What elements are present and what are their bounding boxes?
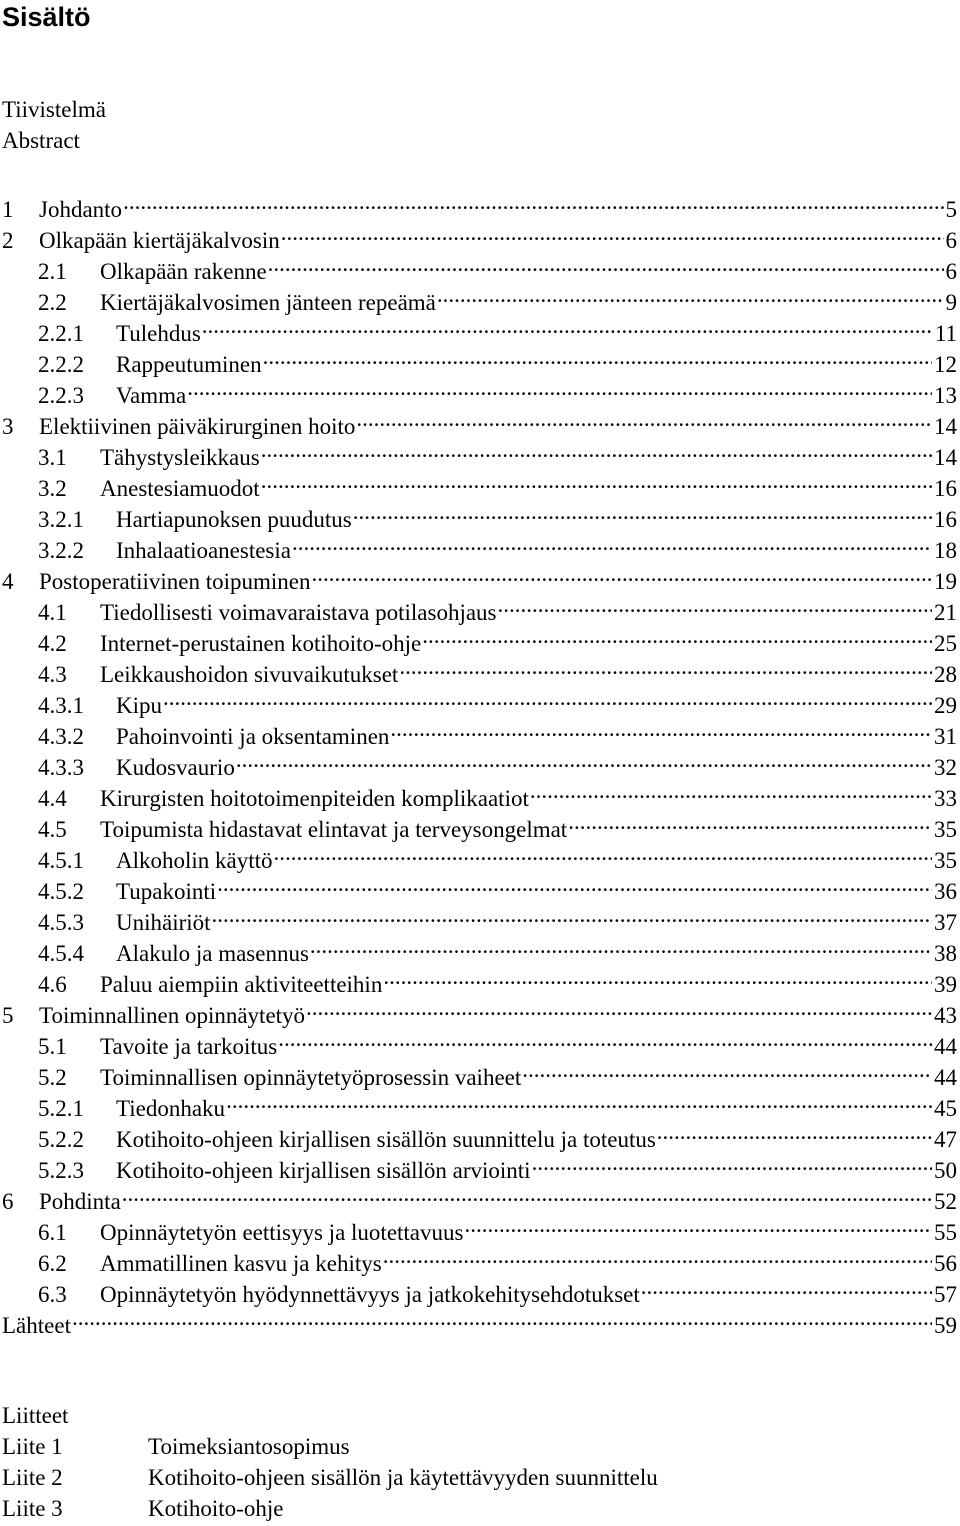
toc-dot-leader <box>121 1178 932 1209</box>
appendix-title: Toimeksiantosopimus <box>148 1434 350 1459</box>
appendix-label: Liite 2 <box>2 1465 63 1490</box>
toc-dot-leader <box>305 992 932 1023</box>
toc-dot-leader <box>201 310 933 341</box>
toc-entry-number: 2.2 <box>38 290 67 315</box>
toc-entry-title: Johdanto <box>39 197 123 222</box>
toc-entry-page: 19 <box>934 569 957 594</box>
toc-entry-page: 57 <box>934 1282 957 1307</box>
toc-entry-title: Tupakointi <box>116 879 217 904</box>
toc-entry-number: 4.3.3 <box>38 755 84 780</box>
toc-dot-leader <box>291 527 932 558</box>
toc-entry-number: 6.3 <box>38 1282 67 1307</box>
toc-dot-leader <box>521 1054 932 1085</box>
toc-dot-leader <box>531 1147 932 1178</box>
toc-entry-number: 6.2 <box>38 1251 67 1276</box>
toc-entry-title: Paluu aiempiin aktiviteetteihin <box>100 972 383 997</box>
toc-entry-page: 6 <box>945 228 957 253</box>
toc-entry-number: 3.2.2 <box>38 538 84 563</box>
toc-dot-leader <box>382 961 932 992</box>
toc-entry-page: 55 <box>934 1220 957 1245</box>
toc-entry-page: 13 <box>934 383 957 408</box>
toc-entry-page: 43 <box>934 1003 957 1028</box>
toc-dot-leader <box>162 682 932 713</box>
toc-entry-title: Rappeutuminen <box>116 352 262 377</box>
toc-entry-number: 4.5.2 <box>38 879 84 904</box>
toc-entry-title: Opinnäytetyön hyödynnettävyys ja jatkokehitysehdotukset <box>100 1282 640 1307</box>
toc-entry-title: Kotihoito-ohjeen kirjallisen sisällön arviointi <box>116 1158 531 1183</box>
toc-entry-number: 4.6 <box>38 972 67 997</box>
toc-entry-title: Vamma <box>116 383 187 408</box>
toc-dot-leader <box>355 403 932 434</box>
toc-entry-title: Tähystysleikkaus <box>100 445 260 470</box>
toc-dot-leader <box>211 899 932 930</box>
toc-dot-leader <box>277 1023 932 1054</box>
toc-entry-title: Leikkaushoidon sivuvaikutukset <box>100 662 399 687</box>
toc-entry-number: 4.3.1 <box>38 693 84 718</box>
toc-entry-number: 1 <box>2 197 14 222</box>
toc-entry-title: Olkapään rakenne <box>100 259 267 284</box>
toc-entry-title: Pohdinta <box>39 1189 121 1214</box>
toc-dot-leader <box>262 341 932 372</box>
toc-entry-number: 2.1 <box>38 259 67 284</box>
preface-item-tiivistelma[interactable]: Tiivistelmä <box>2 97 106 122</box>
toc-entry-title: Elektiivinen päiväkirurginen hoito <box>39 414 356 439</box>
toc-entry-number: 5.2 <box>38 1065 67 1090</box>
toc-entry-title: Anestesiamuodot <box>100 476 260 501</box>
toc-entry-page: 33 <box>934 786 957 811</box>
toc-dot-leader <box>71 1302 932 1333</box>
toc-entry-title: Kiertäjäkalvosimen jänteen repeämä <box>100 290 436 315</box>
toc-entry-page: 6 <box>945 259 957 284</box>
toc-dot-leader <box>421 620 932 651</box>
toc-entry-number: 4.5 <box>38 817 67 842</box>
toc-entry-title: Opinnäytetyön eettisyys ja luotettavuus <box>100 1220 464 1245</box>
toc-entry-title: Tulehdus <box>116 321 201 346</box>
appendix-label: Liite 3 <box>2 1496 63 1521</box>
appendix-list <box>0 1400 658 1524</box>
toc-dot-leader <box>389 713 932 744</box>
toc-entry-number: 2.2.2 <box>38 352 84 377</box>
toc-entry-page: 5 <box>945 197 957 222</box>
toc-dot-leader <box>273 837 932 868</box>
toc-entry-title: Tiedollisesti voimavaraistava potilasohjaus <box>100 600 497 625</box>
toc-entry-title: Alakulo ja masennus <box>116 941 309 966</box>
toc-entry-page: 18 <box>934 538 957 563</box>
appendix-item[interactable] <box>0 1431 658 1462</box>
toc-dot-leader <box>398 651 932 682</box>
toc-entry-number: 3.1 <box>38 445 67 470</box>
appendix-title: Kotihoito-ohje <box>148 1496 284 1521</box>
toc-entry-title: Olkapään kiertäjäkalvosin <box>39 228 280 253</box>
toc-entry-title: Tiedonhaku <box>116 1096 226 1121</box>
toc-entry-page: 25 <box>934 631 957 656</box>
toc-entry-number: 4.3.2 <box>38 724 84 749</box>
toc-entry-title: Toiminnallinen opinnäytetyö <box>39 1003 306 1028</box>
toc-dot-leader <box>225 1085 932 1116</box>
toc-dot-leader <box>567 806 932 837</box>
toc-entry-title: Lähteet <box>2 1313 71 1338</box>
toc-entry-number: 5.2.3 <box>38 1158 84 1183</box>
toc-entry-number: 3.2.1 <box>38 507 84 532</box>
toc-entry-page: 47 <box>934 1127 957 1152</box>
toc-entry-page: 35 <box>934 817 957 842</box>
toc-entry-page: 32 <box>934 755 957 780</box>
toc-dot-leader <box>260 434 932 465</box>
toc-entry-page: 14 <box>934 445 957 470</box>
toc-entry[interactable] <box>0 1302 957 1338</box>
toc-entry-number: 6.1 <box>38 1220 67 1245</box>
page-title: Sisältö <box>2 2 91 32</box>
toc-entry-number: 3 <box>2 414 14 439</box>
toc-dot-leader <box>311 558 933 589</box>
toc-entry-title: Kotihoito-ohjeen kirjallisen sisällön suunnittelu ja toteutus <box>116 1127 656 1152</box>
toc-dot-leader <box>436 279 944 310</box>
appendix-title: Kotihoito-ohjeen sisällön ja käytettävyyden suunnittelu <box>148 1465 658 1490</box>
toc-entry-title: Tavoite ja tarkoitus <box>100 1034 278 1059</box>
toc-entry-page: 44 <box>934 1034 957 1059</box>
toc-entry-number: 4.5.4 <box>38 941 84 966</box>
toc-entry-page: 36 <box>934 879 957 904</box>
toc-entry-number: 4.3 <box>38 662 67 687</box>
toc-entry-title: Unihäiriöt <box>116 910 211 935</box>
toc-entry-number: 2 <box>2 228 14 253</box>
toc-entry-number: 4.5.1 <box>38 848 84 873</box>
toc-entry-title: Postoperatiivinen toipuminen <box>39 569 311 594</box>
toc-entry-number: 5.1 <box>38 1034 67 1059</box>
toc-entry-page: 45 <box>934 1096 957 1121</box>
toc-entry-page: 9 <box>945 290 957 315</box>
toc-entry-page: 39 <box>934 972 957 997</box>
toc-dot-leader <box>186 372 932 403</box>
preface-item-abstract[interactable]: Abstract <box>2 128 80 153</box>
toc-dot-leader <box>529 775 932 806</box>
toc-entry-page: 31 <box>934 724 957 749</box>
appendix-item[interactable] <box>0 1493 658 1524</box>
toc-entry-page: 44 <box>934 1065 957 1090</box>
toc-entry-page: 29 <box>934 693 957 718</box>
toc-entry-page: 16 <box>934 507 957 532</box>
toc-entry-title: Toiminnallisen opinnäytetyöprosessin vaiheet <box>100 1065 522 1090</box>
toc-entry[interactable] <box>0 186 957 222</box>
toc-entry-title: Inhalaatioanestesia <box>116 538 291 563</box>
toc-entry-number: 3.2 <box>38 476 67 501</box>
toc-dot-leader <box>280 217 944 248</box>
toc-entry-number: 4.5.3 <box>38 910 84 935</box>
toc-entry-number: 4.2 <box>38 631 67 656</box>
toc-dot-leader <box>309 930 932 961</box>
toc-entry-title: Toipumista hidastavat elintavat ja terveysongelmat <box>100 817 568 842</box>
toc-entry[interactable] <box>0 217 957 253</box>
toc-dot-leader <box>216 868 932 899</box>
toc-entry-number: 4.4 <box>38 786 67 811</box>
toc-dot-leader <box>463 1209 932 1240</box>
toc-dot-leader <box>352 496 932 527</box>
toc-entry-title: Ammatillinen kasvu ja kehitys <box>100 1251 382 1276</box>
toc-entry-title: Pahoinvointi ja oksentaminen <box>116 724 390 749</box>
toc-entry-number: 5.2.2 <box>38 1127 84 1152</box>
toc-entry-number: 2.2.1 <box>38 321 84 346</box>
toc-entry-title: Internet-perustainen kotihoito-ohje <box>100 631 422 656</box>
toc-entry-number: 2.2.3 <box>38 383 84 408</box>
toc-entry-number: 5.2.1 <box>38 1096 84 1121</box>
toc-entry-page: 21 <box>934 600 957 625</box>
toc-entry[interactable] <box>0 1178 957 1214</box>
toc-dot-leader <box>382 1240 932 1271</box>
toc-entry-page: 16 <box>934 476 957 501</box>
toc-dot-leader <box>656 1116 932 1147</box>
toc-dot-leader <box>640 1271 932 1302</box>
toc-dot-leader <box>497 589 933 620</box>
toc-dot-leader <box>260 465 932 496</box>
toc-entry-page: 56 <box>934 1251 957 1276</box>
toc-entry-number: 6 <box>2 1189 14 1214</box>
toc-entry-title: Kudosvaurio <box>116 755 235 780</box>
toc-dot-leader <box>122 186 943 217</box>
appendix-label: Liite 1 <box>2 1434 63 1459</box>
toc-entry-page: 28 <box>934 662 957 687</box>
appendix-heading: Liitteet <box>2 1403 69 1428</box>
toc-entry-page: 11 <box>934 321 957 346</box>
toc-entry-page: 52 <box>934 1189 957 1214</box>
preface-list <box>2 94 106 156</box>
toc-entry-page: 59 <box>934 1313 957 1338</box>
toc-dot-leader <box>267 248 944 279</box>
toc-entry-number: 5 <box>2 1003 14 1028</box>
toc-entry-title: Alkoholin käyttö <box>116 848 273 873</box>
toc-entry-page: 14 <box>934 414 957 439</box>
toc-entry-number: 4 <box>2 569 14 594</box>
toc-entry-page: 12 <box>934 352 957 377</box>
toc-entry-page: 38 <box>934 941 957 966</box>
toc-dot-leader <box>235 744 932 775</box>
table-of-contents <box>0 186 957 1338</box>
appendix-item[interactable] <box>0 1462 658 1493</box>
toc-entry-page: 37 <box>934 910 957 935</box>
toc-entry-title: Kirurgisten hoitotoimenpiteiden komplikaatiot <box>100 786 529 811</box>
toc-entry[interactable] <box>0 1209 957 1245</box>
toc-entry-page: 50 <box>934 1158 957 1183</box>
toc-entry-title: Hartiapunoksen puudutus <box>116 507 352 532</box>
toc-entry-title: Kipu <box>116 693 162 718</box>
toc-entry-page: 35 <box>934 848 957 873</box>
toc-entry-number: 4.1 <box>38 600 67 625</box>
